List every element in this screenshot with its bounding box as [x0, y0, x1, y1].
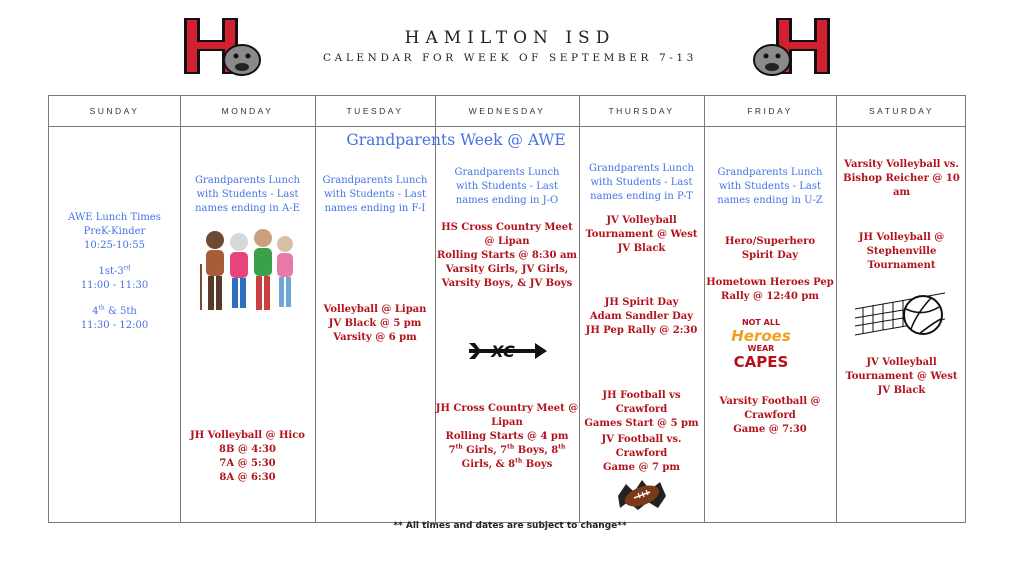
saturday-varsity-volleyball: Varsity Volleyball vs. Bishop Reicher @ 10 am	[843, 159, 960, 198]
monday-grandparents-lunch: Grandparents Lunch with Students - Last names ending in A-E	[195, 175, 300, 214]
thursday-spirit-day: JH Spirit Day Adam Sandler Day JH Pep Rally @ 2:30	[585, 297, 698, 336]
header	[300, 28, 720, 66]
friday-varsity-football: Varsity Football @ Crawford Game @ 7:30	[719, 396, 821, 435]
thursday-jv-volleyball: JV Volleyball Tournament @ West JV Black	[585, 215, 698, 254]
monday-jh-volleyball: JH Volleyball @ Hico 8B @ 4:30 7A @ 5:30 8A @ 6:30	[190, 430, 305, 483]
heroes-capes-graphic: NOT ALL Heroes WEAR CAPES	[731, 318, 791, 371]
volleyball-net-icon	[853, 289, 947, 347]
saturday-jv-volleyball: JV Volleyball Tournament @ West JV Black	[845, 357, 958, 396]
hamilton-bulldog-logo-right	[750, 14, 834, 80]
day-header-saturday: SATURDAY	[868, 106, 935, 116]
wednesday-grandparents-lunch: Grandparents Lunch with Students - Last names ending in J-O	[454, 167, 560, 206]
day-header-tuesday: TUESDAY	[346, 106, 404, 116]
friday-spirit-day: Hero/Superhero Spirit Day	[724, 236, 816, 261]
day-header-friday: FRIDAY	[747, 106, 793, 116]
divider	[704, 96, 705, 522]
header-divider	[49, 126, 965, 127]
friday-pep-rally: Hometown Heroes Pep Rally @ 12:40 pm	[706, 277, 834, 302]
hamilton-bulldog-logo-left	[180, 14, 264, 80]
football-icon	[614, 476, 670, 514]
day-header-wednesday: WEDNESDAY	[468, 106, 546, 116]
calendar-grid	[48, 95, 966, 523]
disclaimer-note: ** All times and dates are subject to change**	[393, 521, 627, 531]
grandparents-week-banner: Grandparents Week @ AWE	[346, 131, 566, 149]
thursday-grandparents-lunch: Grandparents Lunch with Students - Last names ending in P-T	[589, 163, 694, 202]
page-subtitle: CALENDAR FOR WEEK OF SEPTEMBER 7-13	[323, 52, 697, 64]
wednesday-hs-cross-country: HS Cross Country Meet @ Lipan Rolling Starts @ 8:30 am Varsity Girls, JV Girls, Varsity Boys, & JV Boys	[436, 222, 578, 289]
svg-text:XC: XC	[491, 342, 515, 361]
friday-grandparents-lunch: Grandparents Lunch with Students - Last names ending in U-Z	[717, 167, 823, 206]
thursday-jv-football: JV Football vs. Crawford Game @ 7 pm	[601, 434, 682, 473]
sunday-lunch-times: AWE Lunch Times PreK-Kinder 10:25-10:55 1st-3rd 11:00 - 11:30 4th & 5th 11:30 - 12:00	[68, 212, 161, 331]
day-header-monday: MONDAY	[221, 106, 274, 116]
saturday-jh-volleyball: JH Volleyball @ Stephenville Tournament	[858, 232, 945, 271]
grandparents-illustration	[197, 226, 301, 316]
tuesday-volleyball: Volleyball @ Lipan JV Black @ 5 pm Varsity @ 6 pm	[323, 304, 427, 343]
page-title: HAMILTON ISD	[404, 28, 616, 48]
day-header-thursday: THURSDAY	[608, 106, 675, 116]
wednesday-jh-cross-country: JH Cross Country Meet @ Lipan Rolling Starts @ 4 pm 7th Girls, 7th Boys, 8th Girls, & 8th Boys	[435, 403, 579, 470]
thursday-jh-football: JH Football vs Crawford Games Start @ 5 pm	[584, 390, 699, 429]
day-header-sunday: SUNDAY	[89, 106, 140, 116]
tuesday-grandparents-lunch: Grandparents Lunch with Students - Last names ending in F-I	[322, 175, 428, 214]
xc-logo	[467, 339, 549, 363]
